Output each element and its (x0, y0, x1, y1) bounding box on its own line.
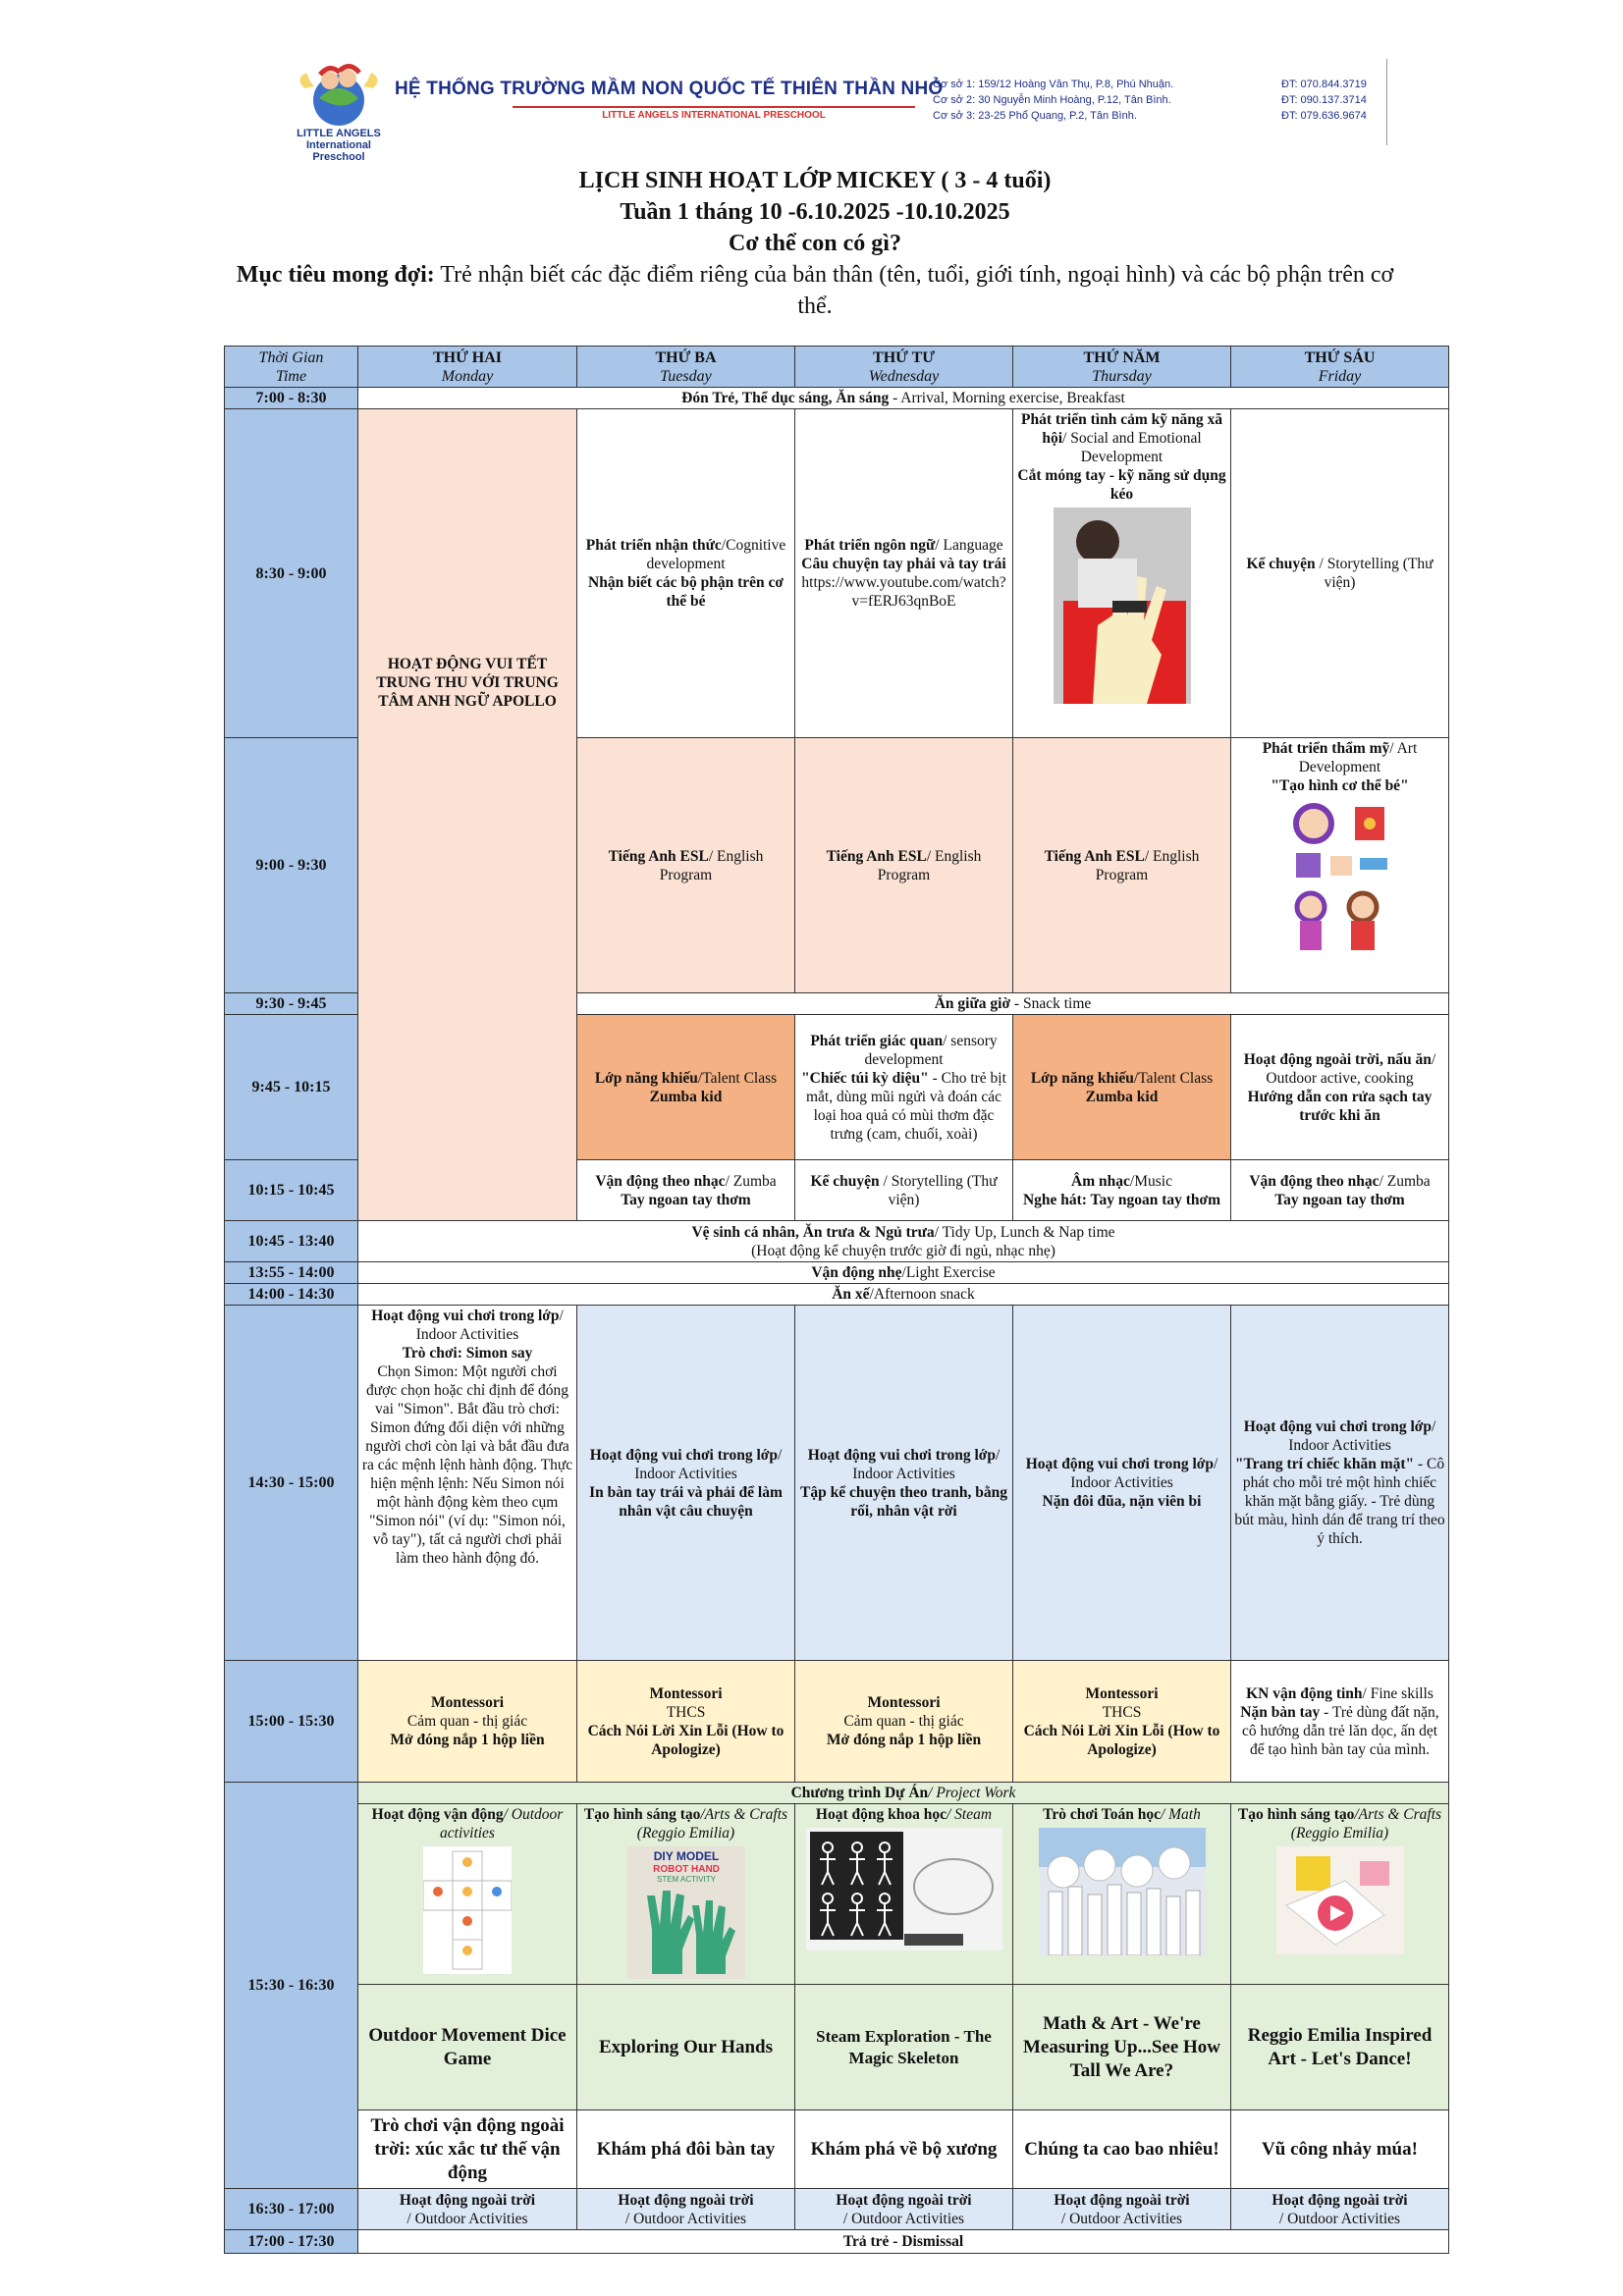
table-row: Hoạt động vận động/ Outdoor activities Tạo hình sáng tạo/Arts & Crafts (Reggio Emilia) DIY MODEL ROBOT HAND STEM ACTIVITY Hoạt động khoa học/ Steam Trò chơi Toán học/ Math Tạo hình sáng tạo/Arts & Crafts (Reggio Emilia) (225, 1804, 1449, 1985)
week-title: Tuần 1 tháng 10 -6.10.2025 -10.10.2025 (620, 199, 1010, 225)
col-thursday: THỨ NĂM Thursday (1013, 347, 1231, 388)
table-row: 9:45 - 10:15 Lớp năng khiếu/Talent Class Zumba kid Phát triển giác quan/ sensory development "Chiếc túi kỳ diệu" - Cho trẻ bịt mắt, dùng mũi ngửi và đoán các loại hoa quả có mùi thơm đặc trưng (cam, chuối, xoài) Lớp năng khiếu/Talent Class Zumba kid Hoạt động ngoài trời, nấu ăn/ Outdoor active, cooking Hướng dẫn con rửa sạch tay trước khi ăn (225, 1015, 1449, 1160)
movement-dice-image (423, 1846, 512, 1974)
table-row: 10:15 - 10:45 Vận động theo nhạc/ Zumba Tay ngoan tay thơm Kể chuyện / Storytelling (Thư viện) Âm nhạc/Music Nghe hát: Tay ngoan tay thơm Vận động theo nhạc/ Zumba Tay ngoan tay thơm (225, 1160, 1449, 1221)
reggio-art-image (1276, 1846, 1404, 1954)
table-row: Outdoor Movement Dice Game Exploring Our Hands Steam Exploration - The Magic Skeleton Math & Art - We're Measuring Up...See How Tall We Are? Reggio Emilia Inspired Art - Let's Dance! (225, 1985, 1449, 2110)
table-row: 14:00 - 14:30 Ăn xế/Afternoon snack (225, 1284, 1449, 1306)
table-row: 7:00 - 8:30 Đón Trẻ, Thể dục sáng, Ăn sáng - Arrival, Morning exercise, Breakfast (225, 388, 1449, 409)
skeleton-image (806, 1828, 1002, 1950)
table-row: 8:30 - 9:00 HOẠT ĐỘNG VUI TẾT TRUNG THU VỚI TRUNG TÂM ANH NGỮ APOLLO Phát triển nhận thức/Cognitive development Nhận biết các bộ phận trên cơ thể bé Phát triển ngôn ngữ/ Language Câu chuyện tay phải và tay trái https://www.youtube.com/watch?v=fERJ63qnBoE Phát triển tình cảm kỹ năng xã hội/ Social and Emotional Development Cắt móng tay - kỹ năng sử dụng kéo Kể chuyện / Storytelling (Thư viện) (225, 409, 1449, 738)
robot-hand-image (627, 1846, 745, 1979)
svg-text:ROBOT HAND: ROBOT HAND (652, 1864, 720, 1875)
col-friday: THỨ SÁU Friday (1231, 347, 1449, 388)
body-parts-cutouts (1286, 799, 1394, 956)
table-row: Trò chơi vận động ngoài trời: xúc xắc tư thế vận động Khám phá đôi bàn tay Khám phá về bộ xương Chúng ta cao bao nhiêu! Vũ công nhảy múa! (225, 2110, 1449, 2189)
table-row: 15:00 - 15:30 Montessori Cảm quan - thị giác Mở đóng nắp 1 hộp liền Montessori THCS Cách Nói Lời Xin Lỗi (How to Apologize) Montessori Cảm quan - thị giác Mở đóng nắp 1 hộp liền Montessori THCS Cách Nói Lời Xin Lỗi (How to Apologize) KN vận động tinh/ Fine skills Nặn bàn tay - Trẻ dùng đất nặn, cô hướng dẫn trẻ lăn dọc, ấn dẹt để tạo hình bàn tay của mình. (225, 1661, 1449, 1783)
col-wednesday: THỨ TƯ Wednesday (795, 347, 1013, 388)
addresses: Cơ sở 1: 159/12 Hoàng Văn Thụ, P.8, Phú Nhuận. Cơ sở 2: 30 Nguyễn Minh Hoàng, P.12, Tân Bình. Cơ sở 3: 23-25 Phổ Quang, P.2, Tân Bình. (933, 79, 1174, 122)
table-row: 13:55 - 14:00 Vận động nhẹ/Light Exercise (225, 1262, 1449, 1284)
child-cutting-photo (1054, 507, 1191, 704)
table-row: 16:30 - 17:00 Hoạt động ngoài trời / Outdoor Activities Hoạt động ngoài trời / Outdoor Activities Hoạt động ngoài trời / Outdoor Activities Hoạt động ngoài trời / Outdoor Activities Hoạt động ngoài trời / Outdoor Activities (225, 2189, 1449, 2230)
theme-title: Cơ thể con có gì? (729, 231, 901, 256)
phones: ĐT: 070.844.3719 ĐT: 090.137.3714 ĐT: 079.636.9674 (1281, 79, 1367, 122)
youtube-link: https://www.youtube.com/watch?v=fERJ63qnBoE (801, 574, 1006, 610)
col-time: Thời Gian Time (225, 347, 358, 388)
table-row: 10:45 - 13:40 Vệ sinh cá nhân, Ăn trưa & Ngủ trưa/ Tidy Up, Lunch & Nap time (Hoạt động kể chuyện trước giờ đi ngủ, nhạc nhẹ) (225, 1221, 1449, 1262)
schedule-title-block (226, 165, 1404, 322)
measuring-wall-image (1039, 1828, 1206, 1955)
table-header-row (225, 347, 1449, 388)
col-tuesday: THỨ BA Tuesday (577, 347, 795, 388)
school-logo (285, 59, 393, 163)
svg-text:STEM ACTIVITY: STEM ACTIVITY (656, 1875, 716, 1884)
table-row: 9:30 - 9:45 Ăn giữa giờ - Snack time (225, 993, 1449, 1015)
table-row: 9:00 - 9:30 Tiếng Anh ESL/ English Program Tiếng Anh ESL/ English Program Tiếng Anh ESL/ English Program Phát triển thẩm mỹ/ Art Development "Tạo hình cơ thể bé" (225, 738, 1449, 993)
school-name: HỆ THỐNG TRƯỜNG MẦM NON QUỐC TẾ THIÊN THẦN NHỎ (395, 79, 944, 99)
svg-text:DIY MODEL: DIY MODEL (653, 1849, 719, 1863)
table-row: 14:30 - 15:00 Hoạt động vui chơi trong lớp/ Indoor Activities Trò chơi: Simon say Chọn Simon: Một người chơi được chọn hoặc chỉ định để đóng vai "Simon". Bắt đầu trò chơi: Simon đứng đối diện với những người chơi còn lại và bắt đầu đưa ra các mệnh lệnh hành động. Thực hiện mệnh lệnh: Nếu Simon nói một hành động kèm theo cụm "Simon nói" (ví dụ: "Simon nói, vỗ tay"), tất cả người chơi phải làm theo hành động đó. Hoạt động vui chơi trong lớp/ Indoor Activities In bàn tay trái và phải để làm nhân vật câu chuyện Hoạt động vui chơi trong lớp/ Indoor Activities Tập kể chuyện theo tranh, bằng rối, nhân vật rời Hoạt động vui chơi trong lớp/ Indoor Activities Nặn đôi đũa, nặn viên bi Hoạt động vui chơi trong lớp/ Indoor Activities "Trang trí chiếc khăn mặt" - Cô phát cho mỗi trẻ một hình chiếc khăn mặt bằng giấy. - Trẻ dùng bút màu, hình dán để trang trí theo ý thích. (225, 1306, 1449, 1661)
divider (1386, 59, 1387, 145)
table-row: 17:00 - 17:30 Trả trẻ - Dismissal (225, 2230, 1449, 2254)
col-monday: THỨ HAI Monday (358, 347, 577, 388)
class-title: LỊCH SINH HOẠT LỚP MICKEY ( 3 - 4 tuổi) (578, 168, 1052, 193)
school-name-en: LITTLE ANGELS INTERNATIONAL PRESCHOOL (513, 106, 915, 121)
weekly-schedule-table (224, 346, 1449, 2254)
goal: Mục tiêu mong đợi: Trẻ nhận biết các đặc điểm riêng của bản thân (tên, tuổi, giới tính, ngoại hình) và các bộ phận trên cơ thể. (236, 262, 1394, 319)
logo-caption: LITTLE ANGELS International Preschool (297, 128, 381, 163)
table-row: 15:30 - 16:30 Chương trình Dự Án/ Project Work (225, 1783, 1449, 1804)
mid-autumn-activity: HOẠT ĐỘNG VUI TẾT TRUNG THU VỚI TRUNG TÂM ANH NGỮ APOLLO (376, 656, 559, 710)
letterhead (0, 0, 1623, 163)
